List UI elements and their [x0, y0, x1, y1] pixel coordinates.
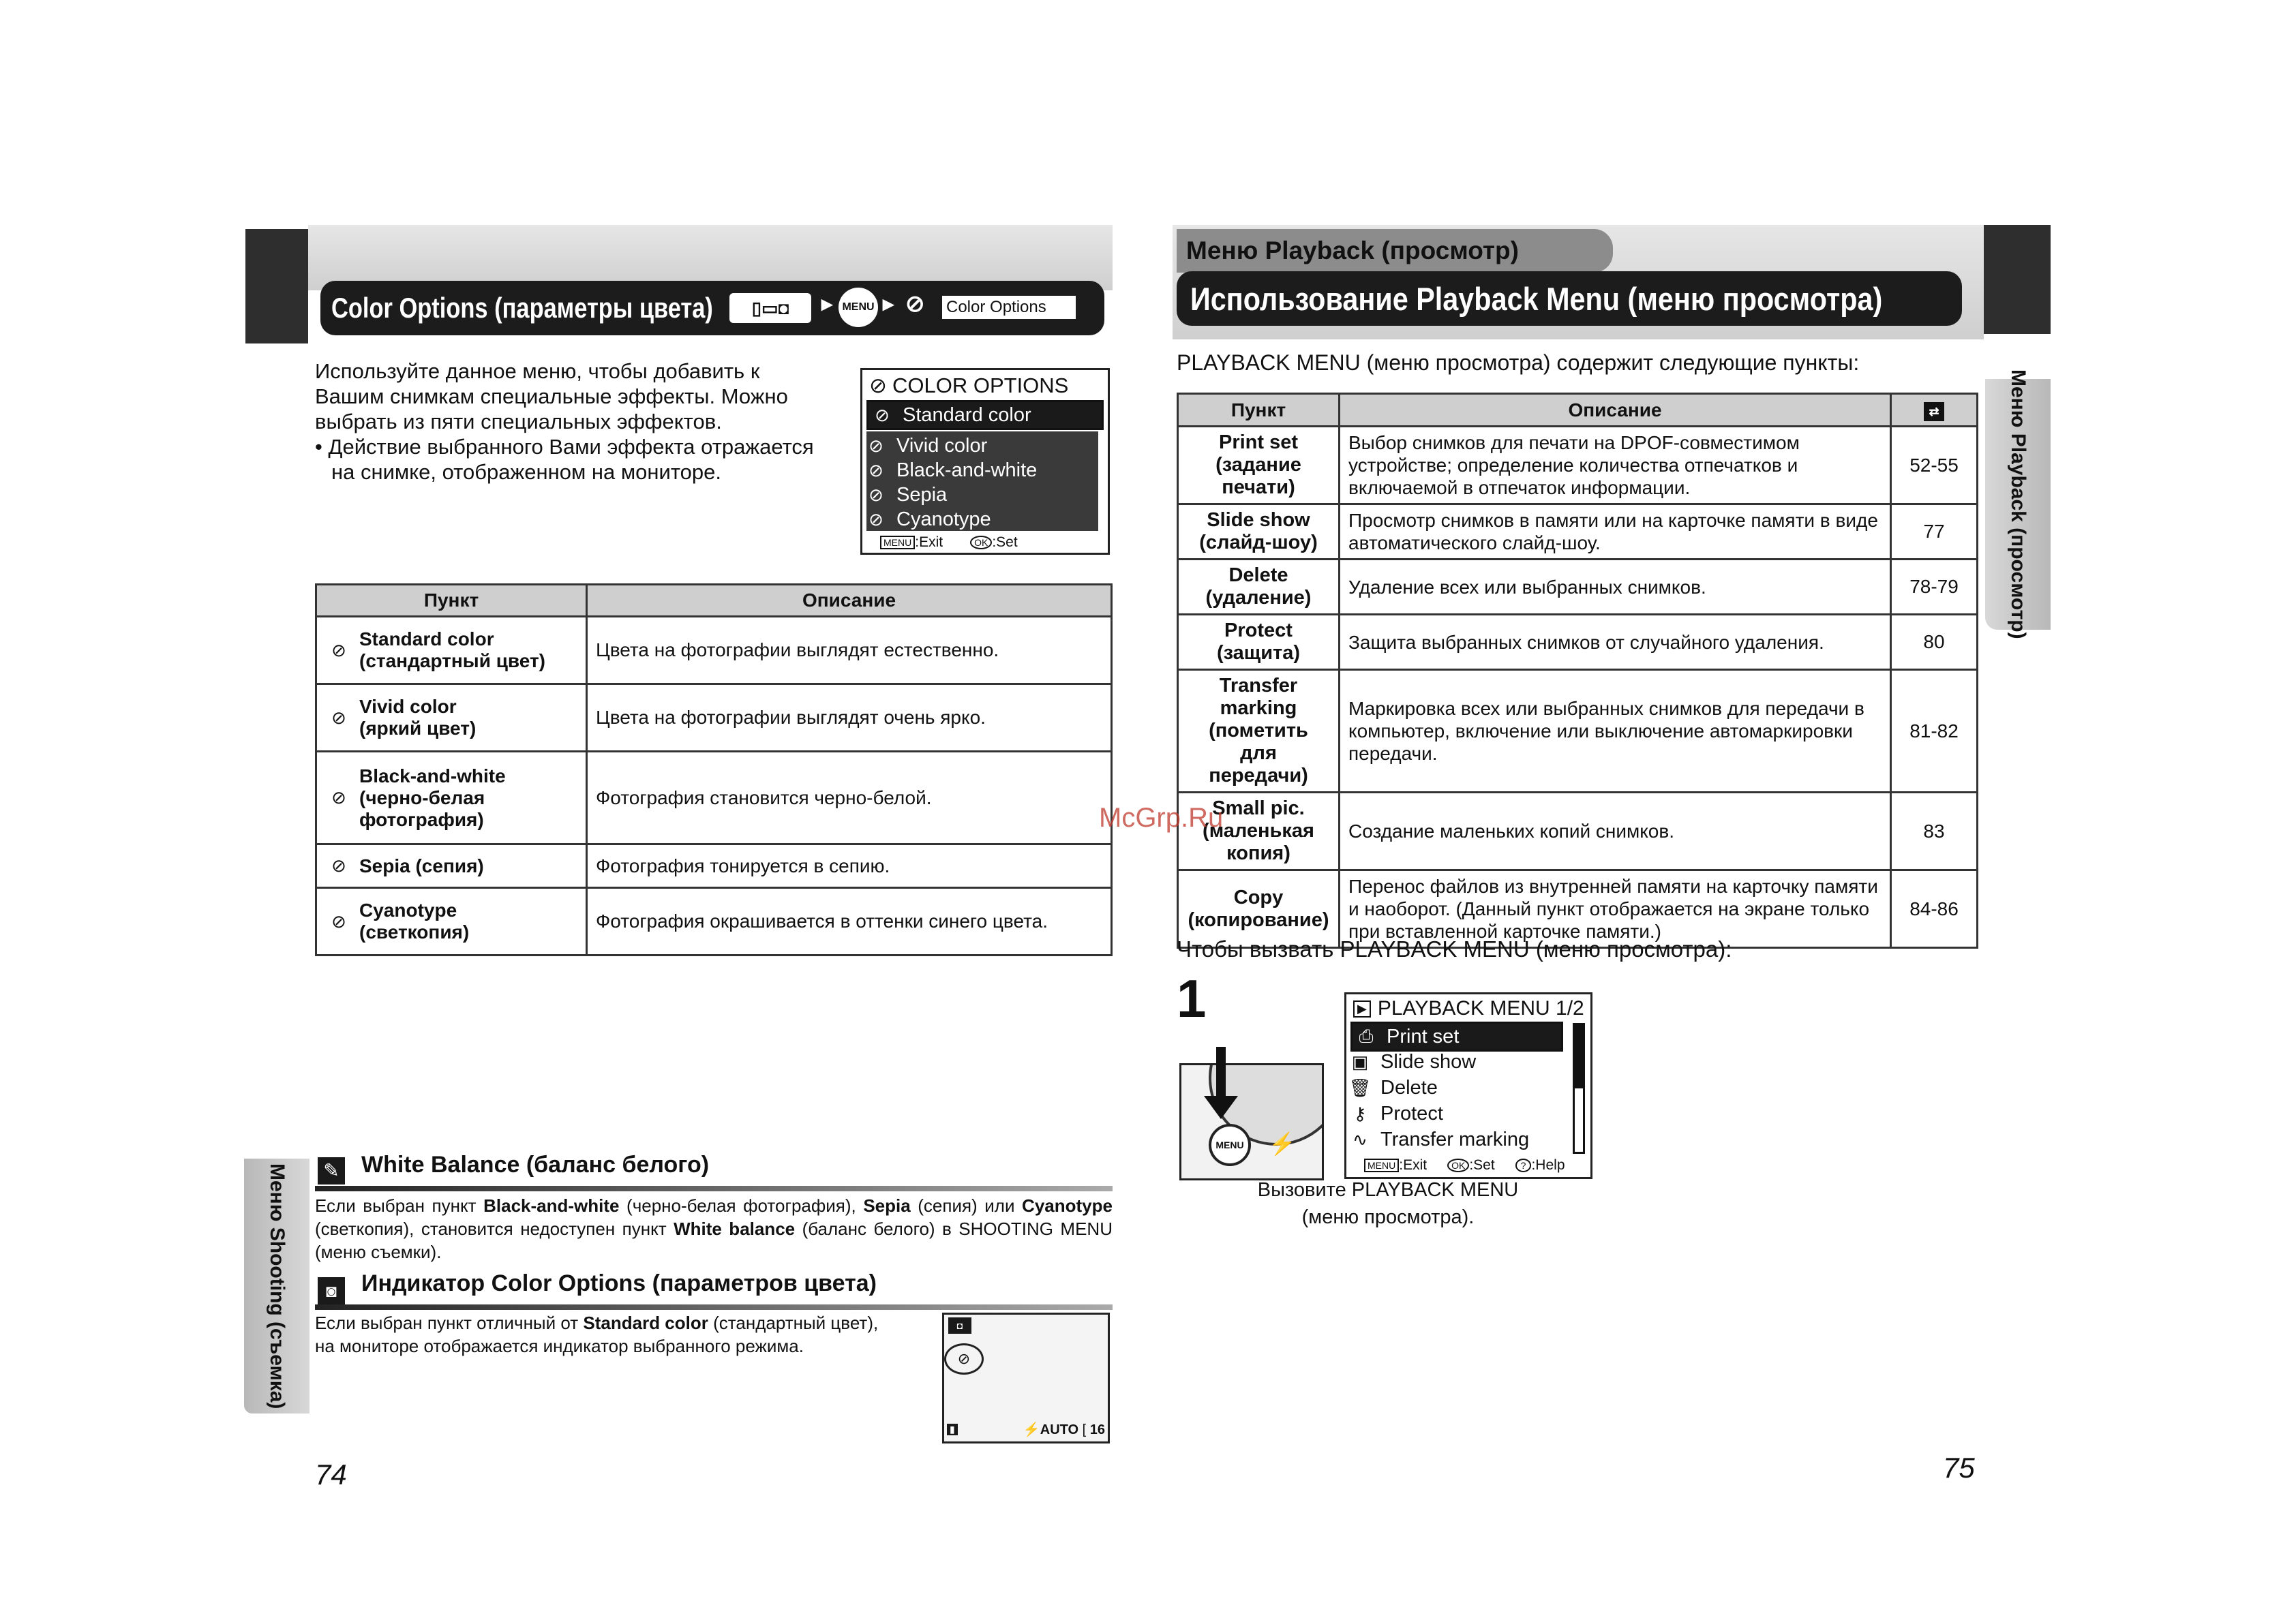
table-cell-item	[316, 888, 587, 956]
table-row	[316, 888, 1112, 956]
indicator-text-part: (стандартный цвет),	[708, 1313, 879, 1333]
indicator-text-part: на мониторе отображается индикатор выбранного режима.	[315, 1336, 804, 1356]
lcd-title-text: PLAYBACK MENU 1/2	[1377, 997, 1584, 1020]
flash-icon: ⚡	[1269, 1131, 1296, 1156]
table-cell-item: Transfer marking (пометить для передачи)	[1178, 670, 1340, 793]
table-cell-item: Print set (задание печати)	[1178, 427, 1340, 504]
table-cell-desc: Цвета на фотографии выглядят очень ярко.	[587, 684, 1112, 752]
flash-icon: ⚡	[1023, 1422, 1040, 1437]
table-cell-desc: Просмотр снимков в памяти или на карточке памяти в виде автоматического слайд-шоу.	[1340, 504, 1891, 560]
indicator-text	[315, 1311, 928, 1358]
lcd-item-label: Protect	[1380, 1102, 1443, 1125]
key-icon: ⚷	[1353, 1103, 1367, 1124]
page-title: Color Options (параметры цвета)	[331, 292, 713, 324]
lcd-item-label: Print set	[1387, 1025, 1460, 1048]
table-cell-item: Delete (удаление)	[1178, 560, 1340, 615]
scrollbar-thumb[interactable]	[1575, 1025, 1583, 1088]
playback-icon: ▶	[1353, 1000, 1371, 1018]
table-cell-item: Small pic. (маленькая копия)	[1178, 793, 1340, 870]
table-cell-desc: Выбор снимков для печати на DPOF-совместимом устройстве; определение количества отпечатков и включаемой в отпечаток информации.	[1340, 427, 1891, 504]
left-edge-tab	[245, 229, 308, 343]
wb-text-part: (черно-белая фотография),	[619, 1195, 864, 1216]
color-options-icon: ⊘	[905, 291, 925, 317]
call-text: Чтобы вызвать PLAYBACK MENU (меню просмотра):	[1177, 936, 1732, 962]
footer-help: :Help	[1531, 1157, 1565, 1173]
watermark: McGrp.Ru	[1099, 803, 1224, 833]
table-row	[1178, 504, 1978, 560]
note-pencil-icon: ✎	[318, 1157, 345, 1185]
side-tab-label: Меню Playback (просмотр)	[2007, 369, 2029, 639]
wb-text-bold: Cyanotype	[1022, 1195, 1113, 1216]
kicker-label	[1177, 229, 1613, 273]
wb-rule	[315, 1186, 1113, 1191]
intro-line: выбрать из пяти специальных эффектов.	[315, 410, 722, 433]
lcd-title-text: COLOR OPTIONS	[892, 373, 1069, 397]
sepia-icon: ⊘	[868, 484, 883, 505]
ok-key-icon: OK	[970, 536, 992, 549]
lcd-item-label: Sepia	[896, 483, 948, 506]
lcd-item[interactable]	[862, 482, 1108, 508]
color-options-screen	[860, 368, 1110, 555]
lcd-item[interactable]	[1346, 1101, 1590, 1127]
lcd-item-label: Delete	[1380, 1076, 1438, 1099]
wb-title: White Balance (баланс белого)	[361, 1152, 710, 1178]
playback-menu-table	[1177, 393, 1978, 949]
vivid-color-icon: ⊘	[331, 707, 346, 728]
table-row	[1178, 670, 1978, 793]
camera-mode-icon: ▯▭◘	[729, 293, 811, 323]
item-name: Cyanotype	[359, 900, 457, 921]
lcd-item-label: Slide show	[1380, 1050, 1477, 1073]
table-cell-page: 81-82	[1891, 670, 1978, 793]
table-row	[316, 617, 1112, 684]
standard-color-icon: ⊘	[331, 639, 346, 660]
table-cell-desc: Фотография окрашивается в оттенки синего цвета.	[587, 888, 1112, 956]
monitor-icon: ◙	[318, 1277, 345, 1304]
standard-color-icon: ⊘	[875, 404, 890, 425]
color-indicator-icon: ⊘	[944, 1343, 984, 1375]
indicator-title: Индикатор Color Options (параметров цвета)	[361, 1270, 877, 1296]
wb-text-bold: Black-and-white	[483, 1195, 620, 1216]
item-sub: (яркий цвет)	[359, 718, 477, 739]
cyanotype-icon: ⊘	[331, 911, 346, 932]
table-header-desc: Описание	[587, 585, 1112, 617]
table-cell-desc: Фотография становится черно-белой.	[587, 752, 1112, 844]
camera-illustration	[1179, 1063, 1324, 1180]
breadcrumb-item: Color Options	[942, 296, 1076, 319]
table-row	[316, 844, 1112, 888]
table-cell-desc: Удаление всех или выбранных снимков.	[1340, 560, 1891, 615]
intro-line: Используйте данное меню, чтобы добавить к	[315, 359, 760, 383]
item-sub: (черно-белая	[359, 786, 485, 808]
caption	[1245, 1176, 1531, 1231]
color-options-icon: ⊘	[869, 373, 887, 397]
help-key-icon: ?	[1515, 1159, 1532, 1172]
camera-mode-icon: ◘	[948, 1317, 971, 1334]
table-cell-page: 80	[1891, 615, 1978, 670]
lcd-item[interactable]	[862, 433, 1108, 459]
page-number: 74	[315, 1458, 347, 1491]
item-name: Sepia (сепия)	[359, 855, 484, 876]
table-cell-page: 83	[1891, 793, 1978, 870]
wb-text-bold: Sepia	[863, 1195, 911, 1216]
lcd-item-label: Vivid color	[896, 434, 988, 457]
step-number: 1	[1177, 968, 1207, 1028]
table-cell-item	[316, 844, 587, 888]
vivid-color-icon: ⊘	[868, 435, 883, 456]
menu-key-icon: MENU	[880, 536, 915, 549]
color-options-table	[315, 583, 1113, 956]
item-name: Standard color	[359, 628, 494, 649]
table-cell-item	[316, 752, 587, 844]
table-row	[316, 684, 1112, 752]
menu-button[interactable]: MENU	[1209, 1124, 1251, 1166]
table-row	[316, 752, 1112, 844]
table-cell-page: 52-55	[1891, 427, 1978, 504]
item-sub: (светкопия)	[359, 921, 470, 943]
table-header-page	[1891, 394, 1978, 427]
table-cell-item	[316, 684, 587, 752]
lcd-frame-count: 16	[1089, 1422, 1105, 1437]
left-title-bar	[320, 281, 1104, 335]
arrow-down-head	[1204, 1096, 1238, 1119]
right-edge-tab	[1984, 225, 2051, 334]
lcd-footer	[1364, 1152, 1590, 1178]
battery-icon: ▮	[947, 1424, 958, 1435]
playback-menu-screen	[1344, 992, 1592, 1179]
lcd-item[interactable]	[1346, 1075, 1590, 1101]
ok-key-icon: OK	[1447, 1159, 1469, 1172]
lcd-item-label: Cyanotype	[896, 508, 991, 530]
table-cell-item: Copy (копирование)	[1178, 870, 1340, 948]
footer-set: :Set	[992, 534, 1018, 550]
item-name: Vivid color	[359, 696, 457, 717]
left-side-tab	[244, 1159, 309, 1413]
lcd-status-bar: ▮ ⚡AUTO [ 16	[947, 1420, 1105, 1439]
table-header-row	[1178, 394, 1978, 427]
wb-text	[315, 1194, 1113, 1264]
table-cell-desc: Перенос файлов из внутренней памяти на карточку памяти и наоборот. (Данный пункт отображается на экране только при вставленной карточке памяти.)	[1340, 870, 1891, 948]
scrollbar[interactable]	[1573, 1023, 1585, 1154]
page-number: 75	[1943, 1452, 1975, 1484]
lcd-item-label: Transfer marking	[1380, 1128, 1530, 1150]
caption-line: (меню просмотра).	[1301, 1206, 1475, 1228]
side-tab-label: Меню Shooting (съемка)	[266, 1163, 288, 1409]
print-icon: ⎙	[1359, 1026, 1374, 1046]
lcd-item-selected[interactable]	[1350, 1022, 1563, 1052]
table-row	[1178, 427, 1978, 504]
lcd-item-selected[interactable]	[866, 400, 1104, 430]
table-cell-desc: Фотография тонируется в сепию.	[587, 844, 1112, 888]
indicator-text-bold: Standard color	[583, 1313, 708, 1333]
table-cell-desc: Защита выбранных снимков от случайного удаления.	[1340, 615, 1891, 670]
indicator-text-part: Если выбран пункт отличный от	[315, 1313, 584, 1333]
black-and-white-icon: ⊘	[331, 787, 346, 808]
wb-text-part: (сепия) или	[910, 1195, 1023, 1216]
menu-key-icon: MENU	[1364, 1159, 1399, 1172]
item-sub: (стандартный цвет)	[359, 650, 545, 671]
page-title: Использование Playback Menu (меню просмотра)	[1190, 280, 1883, 317]
arrow-right-icon: ▸	[821, 291, 833, 316]
table-cell-item: Slide show (слайд-шоу)	[1178, 504, 1340, 560]
lcd-item[interactable]	[862, 457, 1108, 483]
kicker-text: Меню Playback (просмотр)	[1186, 236, 1519, 264]
sepia-icon: ⊘	[331, 855, 346, 876]
right-side-tab	[1985, 369, 2051, 639]
indicator-rule	[315, 1304, 1113, 1310]
monitor-preview	[942, 1313, 1110, 1443]
table-header-row	[316, 585, 1112, 617]
table-header-item: Пункт	[316, 585, 587, 617]
lcd-item[interactable]	[1346, 1049, 1590, 1075]
table-cell-desc: Цвета на фотографии выглядят естественно.	[587, 617, 1112, 684]
transfer-icon: ∿	[1353, 1129, 1368, 1150]
intro-line: Вашим снимкам специальные эффекты. Можно	[315, 384, 788, 408]
table-header-desc: Описание	[1340, 394, 1891, 427]
black-and-white-icon: ⊘	[868, 459, 883, 480]
lcd-title	[1353, 996, 1590, 1022]
menu-button-icon: MENU	[839, 288, 878, 327]
lcd-item[interactable]	[862, 506, 1108, 532]
footer-exit: :Exit	[915, 534, 943, 550]
lcd-item-label: Black-and-white	[896, 459, 1038, 481]
lcd-item-label: Standard color	[903, 403, 1031, 426]
intro-text	[315, 358, 860, 485]
intro-line: • Действие выбранного Вами эффекта отражается	[315, 435, 814, 459]
slide-show-icon: ▣	[1351, 1051, 1369, 1072]
footer-exit: :Exit	[1399, 1157, 1428, 1173]
table-row	[1178, 615, 1978, 670]
table-cell-desc: Маркировка всех или выбранных снимков для передачи в компьютер, включение или выключение автомаркировки передачи.	[1340, 670, 1891, 793]
wb-text-part: Если выбран пункт	[315, 1195, 484, 1216]
right-intro: PLAYBACK MENU (меню просмотра) содержит следующие пункты:	[1177, 350, 1860, 375]
wb-text-part: (светкопия), становится недоступен пункт	[315, 1219, 674, 1239]
item-sub: фотография)	[359, 808, 484, 830]
table-row	[1178, 793, 1978, 870]
table-cell-item: Protect (защита)	[1178, 615, 1340, 670]
arrow-down-icon	[1216, 1047, 1226, 1099]
table-cell-desc: Создание маленьких копий снимков.	[1340, 793, 1891, 870]
cyanotype-icon: ⊘	[868, 508, 883, 530]
intro-line: на снимке, отображенном на мониторе.	[331, 460, 722, 484]
wb-text-bold: White balance	[674, 1219, 796, 1239]
wb-text-part: (баланс белого) в SHOOTING MENU (меню съемки).	[315, 1219, 1113, 1262]
lcd-title	[869, 373, 1108, 399]
item-name: Black-and-white	[359, 765, 506, 786]
trash-icon: 🗑	[1348, 1077, 1372, 1098]
caption-line: Вызовите PLAYBACK MENU	[1257, 1179, 1519, 1201]
table-cell-page: 77	[1891, 504, 1978, 560]
lcd-item[interactable]	[1346, 1127, 1590, 1152]
page-ref-icon: ⇄	[1924, 402, 1944, 421]
lcd-mode-text: AUTO	[1040, 1422, 1079, 1437]
table-cell-item	[316, 617, 587, 684]
lcd-footer	[880, 530, 1108, 555]
footer-set: :Set	[1469, 1157, 1495, 1173]
table-header-item: Пункт	[1178, 394, 1340, 427]
arrow-right-icon: ▸	[883, 291, 894, 316]
table-cell-page: 78-79	[1891, 560, 1978, 615]
table-row	[1178, 560, 1978, 615]
right-title-bar	[1177, 271, 1962, 326]
table-cell-page: 84-86	[1891, 870, 1978, 948]
